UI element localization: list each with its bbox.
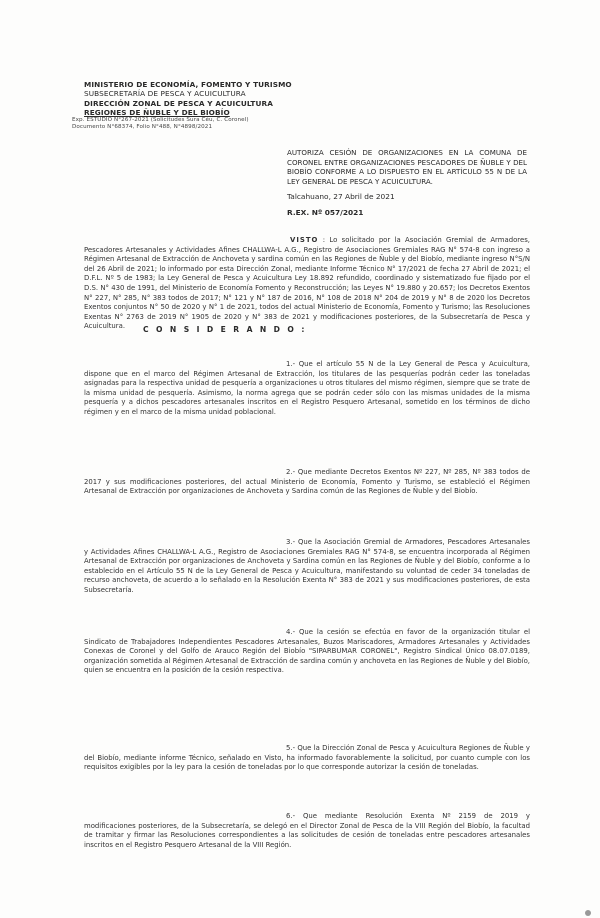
- considerando-1: 1.- Que el artículo 55 N de la Ley General de Pesca y Acuicultura, dispone que en el marco del Régimen Artesanal de Extracción, los titulares de las pesquerías podrán ceder las toneladas asignadas para la respectiva unidad de pesquería a organizaciones u otros titulares del mismo régimen, siempre que se trate de la misma unidad de pesquería. Asimismo, la norma agrega que se podrán ceder sólo con las mismas unidades de la misma pesquería y a dichos pescadores artesanales inscritos en el Registro Pesquero Artesanal, sometido en los términos de dicho régimen y en el marco de la misma unidad poblacional.: [84, 360, 530, 416]
- considerando-3: 3.- Que la Asociación Gremial de Armadores, Pescadores Artesanales y Actividades Afines CHALLWA-L A.G., Registro de Asociaciones Gremiales RAG N° 574-8, se encuentra incorporada al Régimen Artesanal de Extracción por organizaciones de Anchoveta y Sardina común en las Regiones de Ñuble y del Biobío, conforme a lo establecido en el Artículo 55 N de la Ley General de Pesca y Acuicultura, manifestando su voluntad de ceder 34 toneladas de recurso anchoveta, de acuerdo a lo señalado en la Resolución Exenta N° 383 de 2021 y sus modificaciones posteriores, de esta Subsecretaría.: [84, 538, 530, 594]
- considerando-4: 4.- Que la cesión se efectúa en favor de la organización titular el Sindicato de Trabajadores Independientes Pescadores Artesanales, Buzos Mariscadores, Armadores Artesanales y Actividades Conexas de Coronel y del Golfo de Arauco Región del Biobío "SIPARBUMAR CORONEL", Registro Sindical Único 08.07.0189, organización sometida al Régimen Artesanal de Extracción de sardina común y anchoveta en las Regiones de Ñuble y del Biobío, quien se encuentra en la posición de la cesión respectiva.: [84, 628, 530, 675]
- visto-text: : Lo solicitado por la Asociación Gremial de Armadores, Pescadores Artesanales y Actividades Afines CHALLWA-L A.G., Registro de Asociaciones Gremiales RAG N° 574-8 con ingreso a Régimen Artesanal de Extracción de Anchoveta y sardina común en las Regiones de Ñuble y del Biobío, mediante ingreso N°S/N del 26 Abril de 2021; lo informado por esta Dirección Zonal, mediante Informe Técnico N° 17/2021 de fecha 27 Abril de 2021; el D.F.L. Nº 5 de 1983; la Ley General de Pesca y Acuicultura Ley 18.892 refundido, coordinado y sistematizado fue fijado por el D.S. N° 430 de 1991, del Ministerio de Economía Fomento y Reconstrucción; las Leyes N° 19.880 y 20.657; los Decretos Exentos N° 227, N° 285, N° 383 todos de 2017; N° 121 y N° 187 de 2016, N° 108 de 2018 N° 204 de 2019 y N° 8 de 2020 los Decretos Exentos conjuntos N° 50 de 2020 y N° 1 de 2021, todos del actual Ministerio de Economía, Fomento y Turismo; las Resoluciones Exentas N° 2763 de 2019 N° 1905 de 2020 y N° 383 de 2021 y modificaciones posteriores, de la Subsecretaría de Pesca y Acuicultura.: [84, 236, 530, 331]
- considerando-2: 2.- Que mediante Decretos Exentos Nº 227, Nº 285, Nº 383 todos de 2017 y sus modificaciones posteriores, del actual Ministerio de Economía, Fomento y Turismo, se estableció el Régimen Artesanal de Extracción por organizaciones de Anchoveta y Sardina común de las Regiones de Ñuble y del Biobío.: [84, 468, 530, 496]
- considerando-6: 6.- Que mediante Resolución Exenta Nº 2159 de 2019 y modificaciones posteriores, de la Subsecretaría, se delegó en el Director Zonal de Pesca de la VIII Región del Biobío, la facultad de tramitar y firmar las Resoluciones correspondientes a las solicitudes de cesión de toneladas entre pescadores artesanales inscritos en el Registro Pesquero Artesanal de la VIII Región.: [84, 812, 530, 849]
- page-corner-mark: [585, 910, 591, 916]
- letterhead-subsecretaria: SUBSECRETARÍA DE PESCA Y ACUICULTURA: [84, 89, 246, 99]
- considerando-5: 5.- Que la Dirección Zonal de Pesca y Acuicultura Regiones de Ñuble y del Biobío, mediante informe Técnico, señalado en Visto, ha informado favorablemente la solicitud, por cuanto cumple con los requisitos exigibles por la ley para la cesión de toneladas por lo que corresponde autorizar la cesión de toneladas.: [84, 744, 530, 772]
- considerando-heading: C O N S I D E R A N D O :: [143, 325, 307, 334]
- resolution-number: R.EX. Nº 057/2021: [287, 208, 364, 217]
- visto-paragraph: [84, 236, 530, 332]
- letterhead-reference-2: Documento N°68374, Folio N°488, N°4898/2021: [72, 124, 213, 131]
- letterhead-reference-1: Exp. ESTUDIO N°267-2021 (Solicitudes Sura Céu, C. Coronel): [72, 117, 249, 124]
- document-subject: AUTORIZA CESIÓN DE ORGANIZACIONES EN LA COMUNA DE CORONEL ENTRE ORGANIZACIONES PESCADORES DE ÑUBLE Y DEL BIOBÍO CONFORME A LO DISPUESTO EN EL ARTÍCULO 55 N DE LA LEY GENERAL DE PESCA Y ACUICULTURA.: [287, 148, 527, 186]
- letterhead-direccion: DIRECCIÓN ZONAL DE PESCA Y ACUICULTURA: [84, 98, 273, 108]
- place-date: Talcahuano, 27 Abril de 2021: [287, 192, 395, 201]
- visto-lead: VISTO: [290, 236, 319, 244]
- letterhead-ministry: MINISTERIO DE ECONOMÍA, FOMENTO Y TURISMO: [84, 80, 292, 89]
- letterhead: [72, 80, 324, 131]
- letterhead-regiones: REGIONES DE ÑUBLE Y DEL BIOBÍO: [84, 107, 230, 117]
